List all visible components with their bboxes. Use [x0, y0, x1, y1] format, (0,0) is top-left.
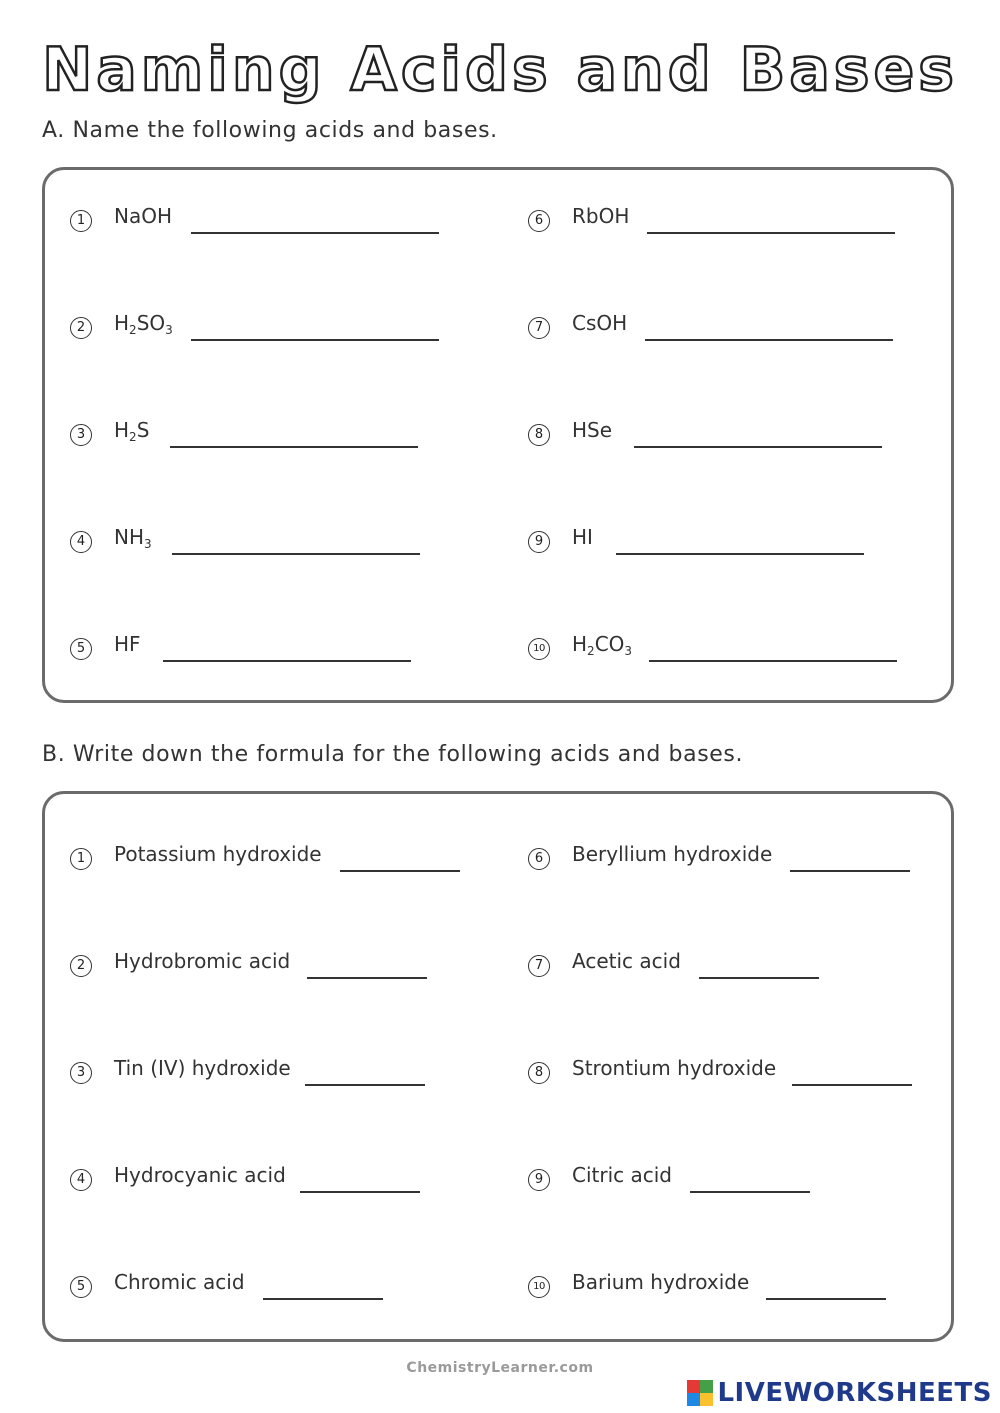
item-number: 9: [528, 531, 550, 553]
answer-blank[interactable]: [263, 1298, 383, 1300]
answer-blank[interactable]: [790, 870, 910, 872]
item-number: 3: [70, 424, 92, 446]
answer-blank[interactable]: [163, 660, 411, 662]
item-number: 9: [528, 1169, 550, 1191]
compound-name: Hydrobromic acid: [114, 949, 291, 973]
compound-name: Citric acid: [572, 1163, 672, 1187]
compound-name: Beryllium hydroxide: [572, 842, 773, 866]
compound-name: Chromic acid: [114, 1270, 245, 1294]
brand-square: [700, 1393, 713, 1406]
section-a-box: [42, 167, 954, 703]
item-number: 5: [70, 1276, 92, 1298]
answer-blank[interactable]: [616, 553, 864, 555]
formula-label: HI: [572, 525, 593, 549]
item-number: 8: [528, 1062, 550, 1084]
item-number: 1: [70, 848, 92, 870]
item-number: 2: [70, 955, 92, 977]
section-b-box: [42, 791, 954, 1342]
item-number: 8: [528, 424, 550, 446]
section-a-heading: A. Name the following acids and bases.: [42, 118, 498, 143]
compound-name: Potassium hydroxide: [114, 842, 322, 866]
formula-label: HF: [114, 632, 141, 656]
answer-blank[interactable]: [191, 339, 439, 341]
answer-blank[interactable]: [766, 1298, 886, 1300]
brand-icon: [687, 1380, 713, 1406]
answer-blank[interactable]: [699, 977, 819, 979]
formula-label: RbOH: [572, 204, 630, 228]
item-number: 1: [70, 210, 92, 232]
page-title: Naming Acids and Bases: [42, 35, 958, 105]
answer-blank[interactable]: [307, 977, 427, 979]
answer-blank[interactable]: [649, 660, 897, 662]
brand-logo: [687, 1378, 992, 1408]
item-number: 2: [70, 317, 92, 339]
compound-name: Barium hydroxide: [572, 1270, 750, 1294]
formula-label: $H_2CO_3$: [572, 632, 633, 658]
answer-blank[interactable]: [690, 1191, 810, 1193]
formula-label: HSe: [572, 418, 613, 442]
formula-label: CsOH: [572, 311, 628, 335]
answer-blank[interactable]: [645, 339, 893, 341]
brand-square: [700, 1380, 713, 1393]
answer-blank[interactable]: [792, 1084, 912, 1086]
compound-name: Tin (IV) hydroxide: [114, 1056, 291, 1080]
item-number: 7: [528, 317, 550, 339]
answer-blank[interactable]: [647, 232, 895, 234]
item-number: 6: [528, 210, 550, 232]
answer-blank[interactable]: [340, 870, 460, 872]
answer-blank[interactable]: [634, 446, 882, 448]
item-number: 7: [528, 955, 550, 977]
formula-label: $H_2SO_3$: [114, 311, 173, 337]
brand-name: LIVEWORKSHEETS: [717, 1378, 992, 1408]
item-number: 4: [70, 1169, 92, 1191]
item-number: 10: [528, 1276, 550, 1298]
section-b-heading: B. Write down the formula for the following acids and bases.: [42, 742, 744, 767]
item-number: 6: [528, 848, 550, 870]
formula-label: $H_2S$: [114, 418, 150, 444]
compound-name: Strontium hydroxide: [572, 1056, 777, 1080]
item-number: 5: [70, 638, 92, 660]
formula-label: NaOH: [114, 204, 172, 228]
compound-name: Acetic acid: [572, 949, 681, 973]
compound-name: Hydrocyanic acid: [114, 1163, 286, 1187]
brand-square: [687, 1380, 700, 1393]
formula-label: $NH_3$: [114, 525, 152, 551]
answer-blank[interactable]: [300, 1191, 420, 1193]
item-number: 3: [70, 1062, 92, 1084]
item-number: 10: [528, 638, 550, 660]
answer-blank[interactable]: [191, 232, 439, 234]
brand-square: [687, 1393, 700, 1406]
answer-blank[interactable]: [170, 446, 418, 448]
answer-blank[interactable]: [172, 553, 420, 555]
answer-blank[interactable]: [305, 1084, 425, 1086]
item-number: 4: [70, 531, 92, 553]
footer-source: ChemistryLearner.com: [406, 1360, 594, 1376]
